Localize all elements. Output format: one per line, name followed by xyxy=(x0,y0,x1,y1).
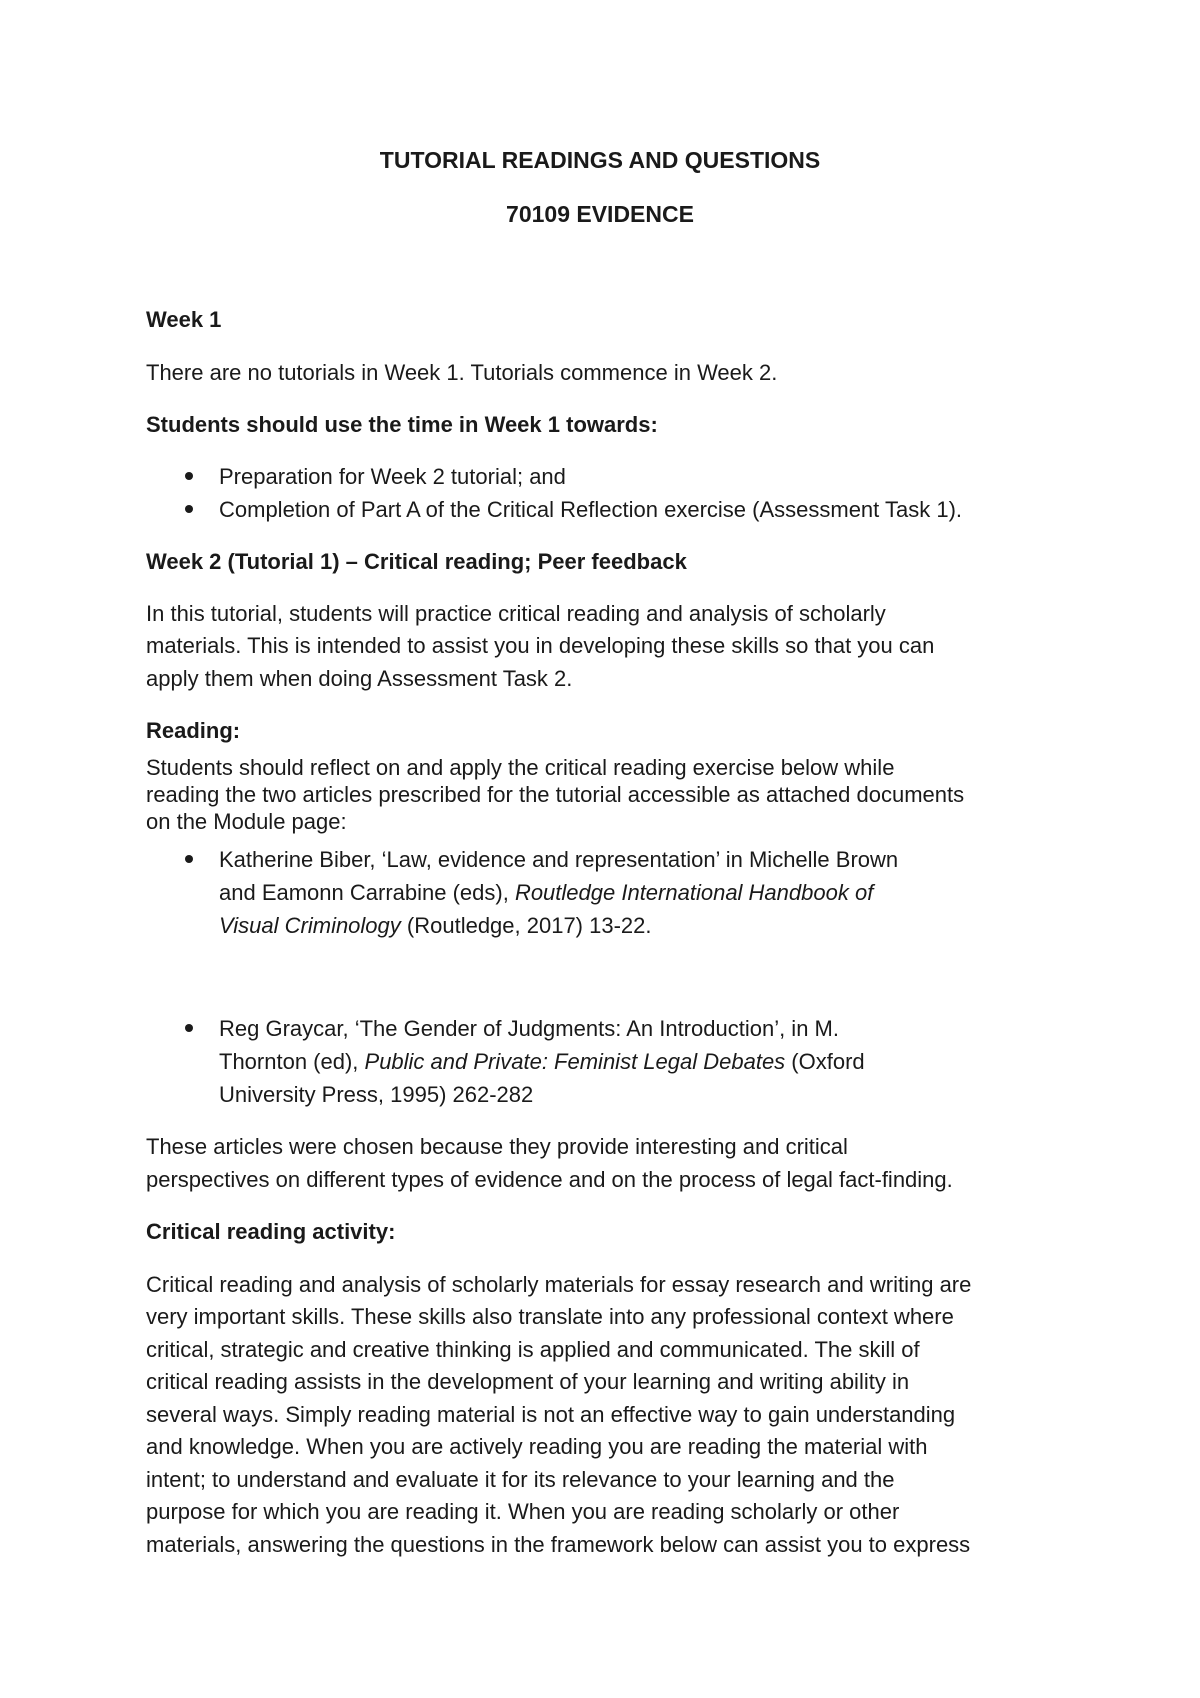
activity-line-9: materials, answering the questions in the framework below can assist you to express xyxy=(146,1532,971,1557)
chosen-line-2: perspectives on different types of evidence and on the process of legal fact-finding. xyxy=(146,1167,953,1192)
activity-line-3: critical, strategic and creative thinking is applied and communicated. The skill of xyxy=(146,1337,920,1362)
reading-line-2: reading the two articles prescribed for the tutorial accessible as attached documents xyxy=(146,782,965,807)
article1-line-2: and Eamonn Carrabine (eds), Routledge International Handbook of xyxy=(219,880,874,905)
article2-line-1: Reg Graycar, ‘The Gender of Judgments: An Introduction’, in M. xyxy=(219,1016,839,1041)
activity-line-5: several ways. Simply reading material is not an effective way to gain understanding xyxy=(146,1402,956,1427)
article1-line-1: Katherine Biber, ‘Law, evidence and representation’ in Michelle Brown xyxy=(219,847,899,872)
week1-subheading: Students should use the time in Week 1 towards: xyxy=(146,412,658,437)
week2-intro-line-2: materials. This is intended to assist you in developing these skills so that you can xyxy=(146,633,935,658)
bullet-dot xyxy=(185,1024,193,1032)
bullet-dot xyxy=(185,855,193,863)
week2-intro-line-3: apply them when doing Assessment Task 2. xyxy=(146,666,573,691)
article2-book-title: Public and Private: Feminist Legal Debates xyxy=(364,1049,786,1074)
activity-line-6: and knowledge. When you are actively reading you are reading the material with xyxy=(146,1434,928,1459)
bullet-dot xyxy=(185,472,193,480)
article1-line-3: Visual Criminology (Routledge, 2017) 13-22. xyxy=(219,913,652,938)
article2-line-2: Thornton (ed), Public and Private: Feminist Legal Debates (Oxford xyxy=(219,1049,865,1074)
bullet-dot xyxy=(185,505,193,513)
week1-text: There are no tutorials in Week 1. Tutorials commence in Week 2. xyxy=(146,360,778,385)
course-code-title: 70109 EVIDENCE xyxy=(506,201,694,227)
article1-book-title: Routledge International Handbook of xyxy=(514,880,874,905)
activity-line-1: Critical reading and analysis of scholarly materials for essay research and writing are xyxy=(146,1272,972,1297)
week1-bullet-1: Preparation for Week 2 tutorial; and xyxy=(219,464,566,489)
week1-heading: Week 1 xyxy=(146,307,222,332)
article1-book-title-end: Visual Criminology xyxy=(219,913,401,938)
reading-line-3: on the Module page: xyxy=(146,809,347,834)
activity-line-7: intent; to understand and evaluate it for its relevance to your learning and the xyxy=(146,1467,895,1492)
activity-line-8: purpose for which you are reading it. When you are reading scholarly or other xyxy=(146,1499,900,1524)
activity-line-2: very important skills. These skills also translate into any professional context where xyxy=(146,1304,954,1329)
reading-heading: Reading: xyxy=(146,718,241,743)
week2-heading: Week 2 (Tutorial 1) – Critical reading; Peer feedback xyxy=(146,549,687,574)
document-title: TUTORIAL READINGS AND QUESTIONS xyxy=(379,147,821,173)
chosen-line-1: These articles were chosen because they provide interesting and critical xyxy=(146,1134,848,1159)
activity-line-4: critical reading assists in the development of your learning and writing ability in xyxy=(146,1369,910,1394)
week2-intro-line-1: In this tutorial, students will practice critical reading and analysis of scholarly xyxy=(146,601,886,626)
activity-heading: Critical reading activity: xyxy=(146,1219,396,1244)
week1-bullet-2: Completion of Part A of the Critical Reflection exercise (Assessment Task 1). xyxy=(219,497,963,522)
article2-line-3: University Press, 1995) 262-282 xyxy=(219,1082,534,1107)
reading-line-1: Students should reflect on and apply the critical reading exercise below while xyxy=(146,755,895,780)
